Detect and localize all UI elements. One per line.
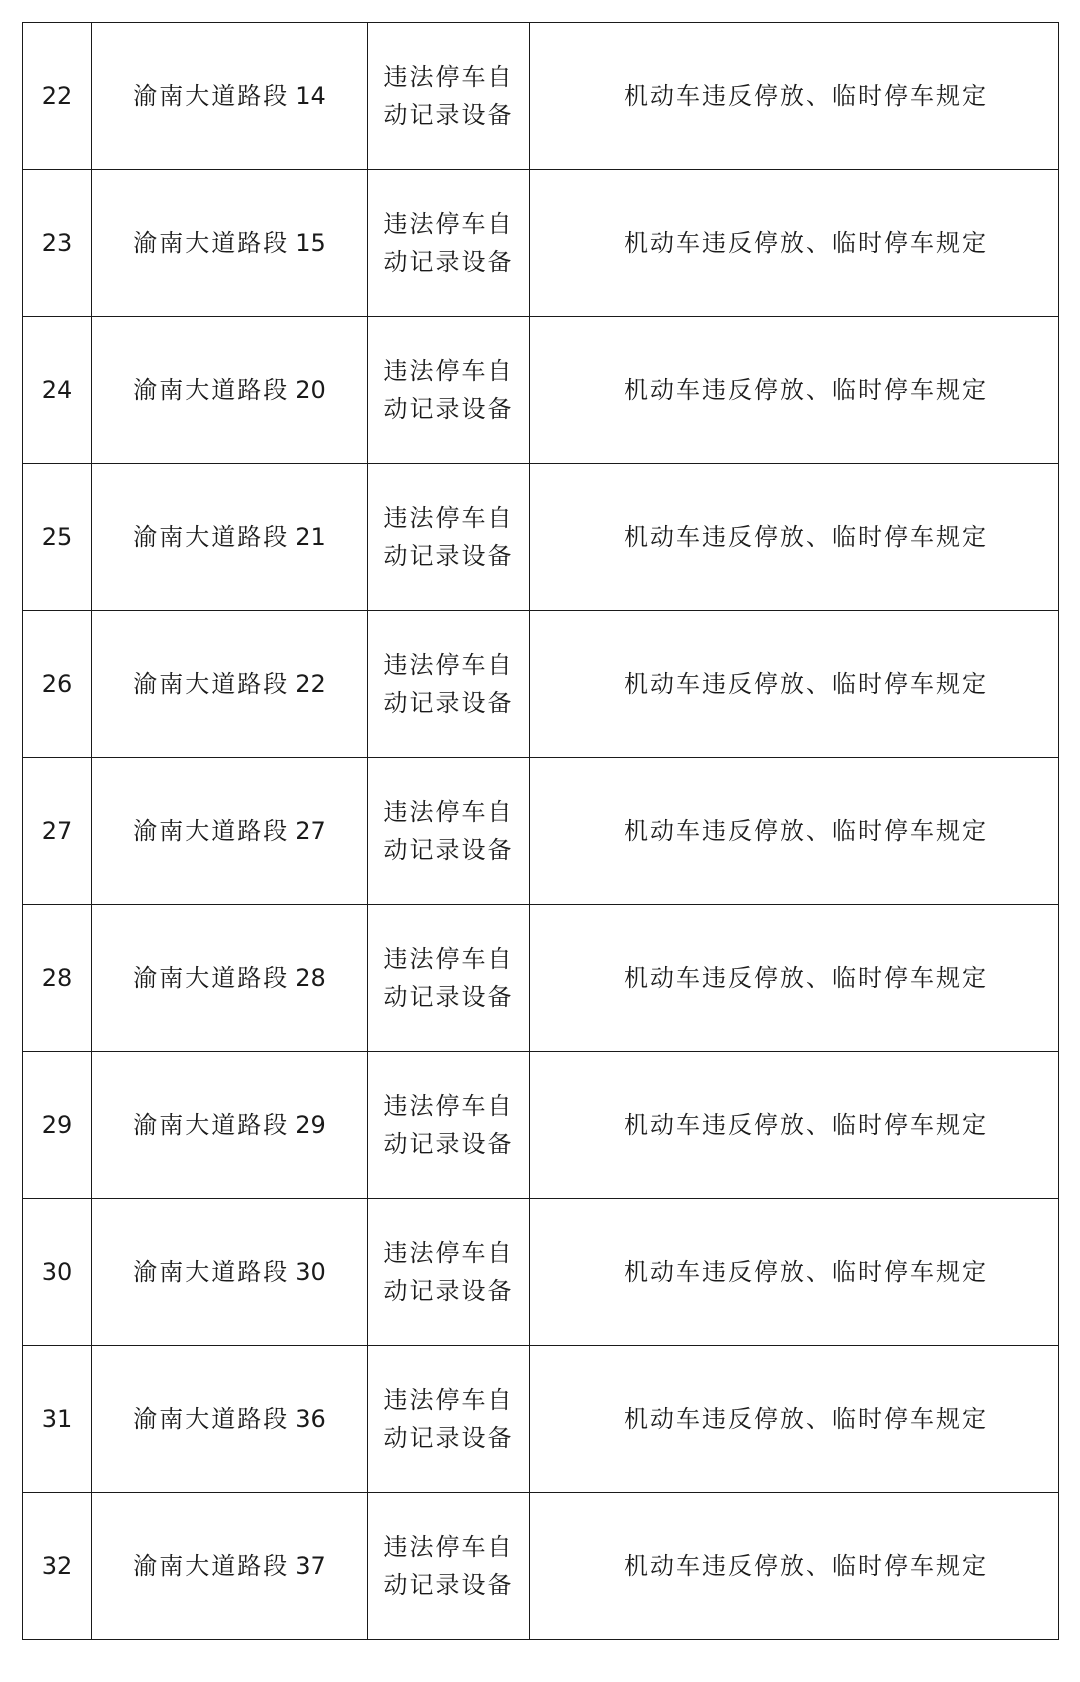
location-cell [92,23,368,170]
device-type-text: 违法停车自动记录设备 [383,1239,514,1305]
device-type-cell [368,1052,530,1199]
location-name: 渝南大道路段 [133,523,290,551]
device-type-text: 违法停车自动记录设备 [383,504,514,570]
row-number-cell: 23 [23,170,92,317]
violation-rule-cell: 机动车违反停放、临时停车规定 [530,905,1059,1052]
location-segment-number: 20 [295,376,326,404]
location-name: 渝南大道路段 [133,229,290,257]
enforcement-device-table [22,22,1059,1640]
row-number-cell: 26 [23,611,92,758]
device-type-text: 违法停车自动记录设备 [383,210,514,276]
location-cell [92,170,368,317]
table-row [23,1199,1059,1346]
device-type-text: 违法停车自动记录设备 [383,1386,514,1452]
location-segment-number: 29 [295,1111,326,1139]
row-number-cell: 31 [23,1346,92,1493]
row-number-cell: 29 [23,1052,92,1199]
table-row [23,170,1059,317]
location-cell [92,464,368,611]
location-cell [92,1493,368,1640]
row-number-cell: 32 [23,1493,92,1640]
violation-rule-cell: 机动车违反停放、临时停车规定 [530,170,1059,317]
location-cell [92,1052,368,1199]
violation-rule-cell: 机动车违反停放、临时停车规定 [530,317,1059,464]
device-type-cell [368,1346,530,1493]
violation-rule-cell: 机动车违反停放、临时停车规定 [530,611,1059,758]
table-row [23,1493,1059,1640]
device-type-text: 违法停车自动记录设备 [383,1092,514,1158]
location-name: 渝南大道路段 [133,82,290,110]
device-type-cell [368,758,530,905]
location-name: 渝南大道路段 [133,1258,290,1286]
location-cell [92,1199,368,1346]
violation-rule-cell: 机动车违反停放、临时停车规定 [530,1346,1059,1493]
location-cell [92,758,368,905]
row-number-cell: 24 [23,317,92,464]
location-segment-number: 27 [295,817,326,845]
table-row [23,611,1059,758]
violation-rule-cell: 机动车违反停放、临时停车规定 [530,1493,1059,1640]
table-row [23,23,1059,170]
violation-rule-cell: 机动车违反停放、临时停车规定 [530,758,1059,905]
device-type-cell [368,317,530,464]
row-number-cell: 22 [23,23,92,170]
location-cell [92,317,368,464]
location-segment-number: 36 [295,1405,326,1433]
row-number-cell: 30 [23,1199,92,1346]
location-name: 渝南大道路段 [133,376,290,404]
location-name: 渝南大道路段 [133,817,290,845]
location-name: 渝南大道路段 [133,1111,290,1139]
violation-rule-cell: 机动车违反停放、临时停车规定 [530,1052,1059,1199]
table-row [23,1346,1059,1493]
table-row [23,464,1059,611]
table-row [23,758,1059,905]
location-name: 渝南大道路段 [133,964,290,992]
row-number-cell: 25 [23,464,92,611]
row-number-cell: 28 [23,905,92,1052]
location-cell [92,1346,368,1493]
violation-rule-cell: 机动车违反停放、临时停车规定 [530,23,1059,170]
location-segment-number: 14 [295,82,326,110]
table-body [23,23,1059,1640]
device-type-text: 违法停车自动记录设备 [383,63,514,129]
violation-rule-cell: 机动车违反停放、临时停车规定 [530,464,1059,611]
location-name: 渝南大道路段 [133,1552,290,1580]
device-type-cell [368,170,530,317]
location-segment-number: 37 [295,1552,326,1580]
location-cell [92,905,368,1052]
device-type-cell [368,1493,530,1640]
table-row [23,317,1059,464]
table-row [23,1052,1059,1199]
device-type-cell [368,611,530,758]
location-segment-number: 28 [295,964,326,992]
table-row [23,905,1059,1052]
device-type-text: 违法停车自动记录设备 [383,1533,514,1599]
device-type-text: 违法停车自动记录设备 [383,798,514,864]
location-segment-number: 15 [295,229,326,257]
location-name: 渝南大道路段 [133,670,290,698]
device-type-cell [368,1199,530,1346]
row-number-cell: 27 [23,758,92,905]
location-segment-number: 22 [295,670,326,698]
device-type-cell [368,905,530,1052]
device-type-cell [368,23,530,170]
location-segment-number: 21 [295,523,326,551]
device-type-text: 违法停车自动记录设备 [383,357,514,423]
violation-rule-cell: 机动车违反停放、临时停车规定 [530,1199,1059,1346]
device-type-cell [368,464,530,611]
device-type-text: 违法停车自动记录设备 [383,651,514,717]
location-name: 渝南大道路段 [133,1405,290,1433]
device-type-text: 违法停车自动记录设备 [383,945,514,1011]
location-cell [92,611,368,758]
location-segment-number: 30 [295,1258,326,1286]
